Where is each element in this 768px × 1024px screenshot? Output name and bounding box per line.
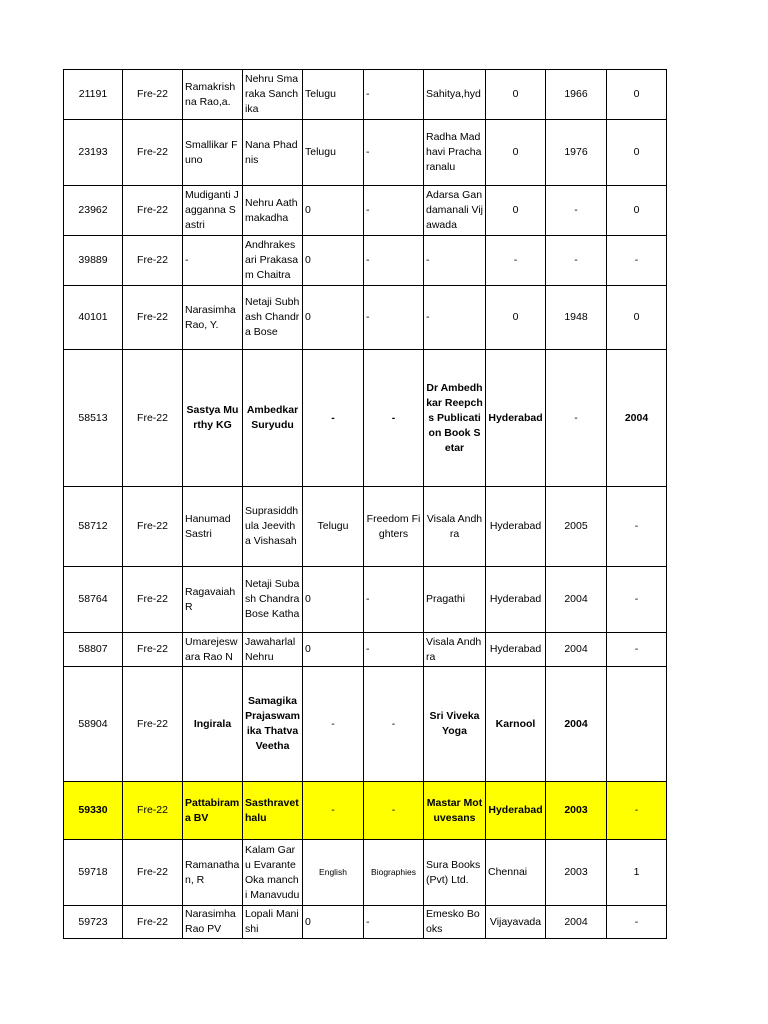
cell-last[interactable]: 0 (607, 70, 667, 120)
cell-code[interactable]: Fre-22 (123, 782, 183, 840)
cell-code[interactable]: Fre-22 (123, 840, 183, 906)
cell-year[interactable]: 2003 (546, 782, 607, 840)
cell-title[interactable]: Jawaharlal Nehru (243, 633, 303, 667)
cell-year[interactable]: - (546, 350, 607, 487)
cell-title[interactable]: Lopali Manishi (243, 906, 303, 939)
cell-author[interactable]: Ramanathan, R (183, 840, 243, 906)
cell-subject[interactable]: - (364, 782, 424, 840)
cell-title[interactable]: Kalam Garu Evarante Oka manchi Manavudu (243, 840, 303, 906)
cell-title[interactable]: Samagika Prajaswamika Thatva Veetha (243, 667, 303, 782)
cell-author[interactable]: - (183, 236, 243, 286)
cell-author[interactable]: Narasimha Rao PV (183, 906, 243, 939)
cell-subject[interactable]: - (364, 186, 424, 236)
cell-author[interactable]: Smallikar Funo (183, 120, 243, 186)
cell-language[interactable]: 0 (303, 633, 364, 667)
cell-publisher[interactable]: Radha Madhavi Pracharanalu (424, 120, 486, 186)
cell-publisher[interactable]: Emesko Books (424, 906, 486, 939)
table-row[interactable] (64, 70, 667, 120)
cell-place[interactable]: 0 (486, 186, 546, 236)
cell-title[interactable]: Netaji Subash Chandra Bose Katha (243, 567, 303, 633)
cell-language[interactable]: 0 (303, 186, 364, 236)
cell-id[interactable]: 58712 (64, 487, 123, 567)
cell-subject[interactable]: - (364, 906, 424, 939)
cell-subject[interactable]: - (364, 667, 424, 782)
cell-id[interactable]: 59718 (64, 840, 123, 906)
cell-subject[interactable]: Biographies (364, 840, 424, 906)
cell-place[interactable]: 0 (486, 120, 546, 186)
cell-language[interactable]: - (303, 350, 364, 487)
cell-last[interactable]: 1 (607, 840, 667, 906)
cell-title[interactable]: Nana Phadnis (243, 120, 303, 186)
cell-last[interactable] (607, 667, 667, 782)
cell-title[interactable]: Netaji Subhash Chandra Bose (243, 286, 303, 350)
cell-id[interactable]: 21191 (64, 70, 123, 120)
cell-title[interactable]: Nehru Aathmakadha (243, 186, 303, 236)
cell-id[interactable]: 39889 (64, 236, 123, 286)
cell-year[interactable]: 1976 (546, 120, 607, 186)
cell-author[interactable]: Ragavaiah R (183, 567, 243, 633)
cell-place[interactable]: Vijayavada (486, 906, 546, 939)
cell-code[interactable]: Fre-22 (123, 286, 183, 350)
cell-language[interactable]: 0 (303, 236, 364, 286)
cell-publisher[interactable]: Visala Andhra (424, 633, 486, 667)
cell-title[interactable]: Suprasiddhula Jeevitha Vishasah (243, 487, 303, 567)
cell-code[interactable]: Fre-22 (123, 633, 183, 667)
cell-title[interactable]: Nehru Smaraka Sanchika (243, 70, 303, 120)
cell-publisher[interactable]: - (424, 286, 486, 350)
cell-code[interactable]: Fre-22 (123, 120, 183, 186)
cell-subject[interactable]: - (364, 350, 424, 487)
cell-last[interactable]: - (607, 567, 667, 633)
cell-place[interactable]: - (486, 236, 546, 286)
cell-language[interactable]: Telugu (303, 70, 364, 120)
cell-publisher[interactable]: Adarsa Gandamanali Vijawada (424, 186, 486, 236)
cell-title[interactable]: Andhrakesari Prakasam Chaitra (243, 236, 303, 286)
cell-subject[interactable]: - (364, 70, 424, 120)
cell-last[interactable]: - (607, 906, 667, 939)
table-row[interactable] (64, 350, 667, 487)
cell-place[interactable]: Hyderabad (486, 782, 546, 840)
cell-language[interactable]: Telugu (303, 120, 364, 186)
cell-id[interactable]: 40101 (64, 286, 123, 350)
cell-last[interactable]: - (607, 487, 667, 567)
cell-subject[interactable]: - (364, 120, 424, 186)
table-row[interactable] (64, 840, 667, 906)
cell-publisher[interactable]: Mastar Motuvesans (424, 782, 486, 840)
cell-last[interactable]: 0 (607, 186, 667, 236)
cell-place[interactable]: 0 (486, 286, 546, 350)
cell-place[interactable]: 0 (486, 70, 546, 120)
cell-publisher[interactable]: Pragathi (424, 567, 486, 633)
cell-title[interactable]: Ambedkar Suryudu (243, 350, 303, 487)
cell-language[interactable]: English (303, 840, 364, 906)
cell-code[interactable]: Fre-22 (123, 186, 183, 236)
data-table (63, 69, 667, 939)
cell-publisher[interactable]: Visala Andhra (424, 487, 486, 567)
cell-language[interactable]: 0 (303, 286, 364, 350)
cell-code[interactable]: Fre-22 (123, 236, 183, 286)
cell-author[interactable]: Sastya Murthy KG (183, 350, 243, 487)
cell-year[interactable]: 2003 (546, 840, 607, 906)
cell-author[interactable]: Ramakrishna Rao,a. (183, 70, 243, 120)
cell-year[interactable]: - (546, 236, 607, 286)
cell-year[interactable]: 2004 (546, 667, 607, 782)
cell-last[interactable]: 2004 (607, 350, 667, 487)
cell-author[interactable]: Ingirala (183, 667, 243, 782)
cell-language[interactable]: Telugu (303, 487, 364, 567)
cell-language[interactable]: - (303, 782, 364, 840)
cell-code[interactable]: Fre-22 (123, 70, 183, 120)
cell-code[interactable]: Fre-22 (123, 667, 183, 782)
cell-code[interactable]: Fre-22 (123, 906, 183, 939)
cell-publisher[interactable]: - (424, 236, 486, 286)
cell-year[interactable]: - (546, 186, 607, 236)
table-row[interactable] (64, 186, 667, 236)
cell-author[interactable]: Hanumad Sastri (183, 487, 243, 567)
table-row[interactable] (64, 667, 667, 782)
cell-place[interactable]: Karnool (486, 667, 546, 782)
cell-author[interactable]: Narasimha Rao, Y. (183, 286, 243, 350)
cell-year[interactable]: 2004 (546, 633, 607, 667)
cell-year[interactable]: 1948 (546, 286, 607, 350)
cell-id[interactable]: 58807 (64, 633, 123, 667)
cell-place[interactable]: Hyderabad (486, 350, 546, 487)
cell-author[interactable]: Umarejeswara Rao N (183, 633, 243, 667)
cell-place[interactable]: Hyderabad (486, 567, 546, 633)
table-row-highlighted[interactable] (64, 782, 667, 840)
cell-year[interactable]: 1966 (546, 70, 607, 120)
cell-last[interactable]: 0 (607, 120, 667, 186)
cell-id[interactable]: 59723 (64, 906, 123, 939)
cell-last[interactable]: - (607, 633, 667, 667)
cell-language[interactable]: 0 (303, 906, 364, 939)
cell-publisher[interactable]: Sura Books(Pvt) Ltd. (424, 840, 486, 906)
cell-place[interactable]: Hyderabad (486, 633, 546, 667)
cell-id[interactable]: 23962 (64, 186, 123, 236)
cell-subject[interactable]: Freedom Fighters (364, 487, 424, 567)
cell-code[interactable]: Fre-22 (123, 350, 183, 487)
cell-last[interactable]: 0 (607, 286, 667, 350)
cell-code[interactable]: Fre-22 (123, 487, 183, 567)
cell-id[interactable]: 23193 (64, 120, 123, 186)
cell-title[interactable]: Sasthravethalu (243, 782, 303, 840)
table-row[interactable] (64, 906, 667, 939)
cell-publisher[interactable]: Sahitya,hyd (424, 70, 486, 120)
table-row[interactable] (64, 487, 667, 567)
cell-subject[interactable]: - (364, 567, 424, 633)
cell-last[interactable]: - (607, 236, 667, 286)
cell-subject[interactable]: - (364, 286, 424, 350)
cell-id[interactable]: 59330 (64, 782, 123, 840)
cell-language[interactable]: - (303, 667, 364, 782)
cell-place[interactable]: Chennai (486, 840, 546, 906)
cell-year[interactable]: 2004 (546, 567, 607, 633)
cell-id[interactable]: 58904 (64, 667, 123, 782)
table-row[interactable] (64, 567, 667, 633)
cell-subject[interactable]: - (364, 236, 424, 286)
cell-id[interactable]: 58764 (64, 567, 123, 633)
table-row[interactable] (64, 633, 667, 667)
cell-year[interactable]: 2004 (546, 906, 607, 939)
cell-author[interactable]: Pattabirama BV (183, 782, 243, 840)
cell-subject[interactable]: - (364, 633, 424, 667)
cell-place[interactable]: Hyderabad (486, 487, 546, 567)
cell-id[interactable]: 58513 (64, 350, 123, 487)
cell-publisher[interactable]: Dr Ambedhkar Reepchs Publication Book Setar (424, 350, 486, 487)
cell-language[interactable]: 0 (303, 567, 364, 633)
cell-year[interactable]: 2005 (546, 487, 607, 567)
table-row[interactable] (64, 236, 667, 286)
cell-author[interactable]: Mudiganti Jagganna Sastri (183, 186, 243, 236)
table-row[interactable] (64, 120, 667, 186)
cell-publisher[interactable]: Sri Viveka Yoga (424, 667, 486, 782)
cell-code[interactable]: Fre-22 (123, 567, 183, 633)
table-row[interactable] (64, 286, 667, 350)
cell-last[interactable]: - (607, 782, 667, 840)
